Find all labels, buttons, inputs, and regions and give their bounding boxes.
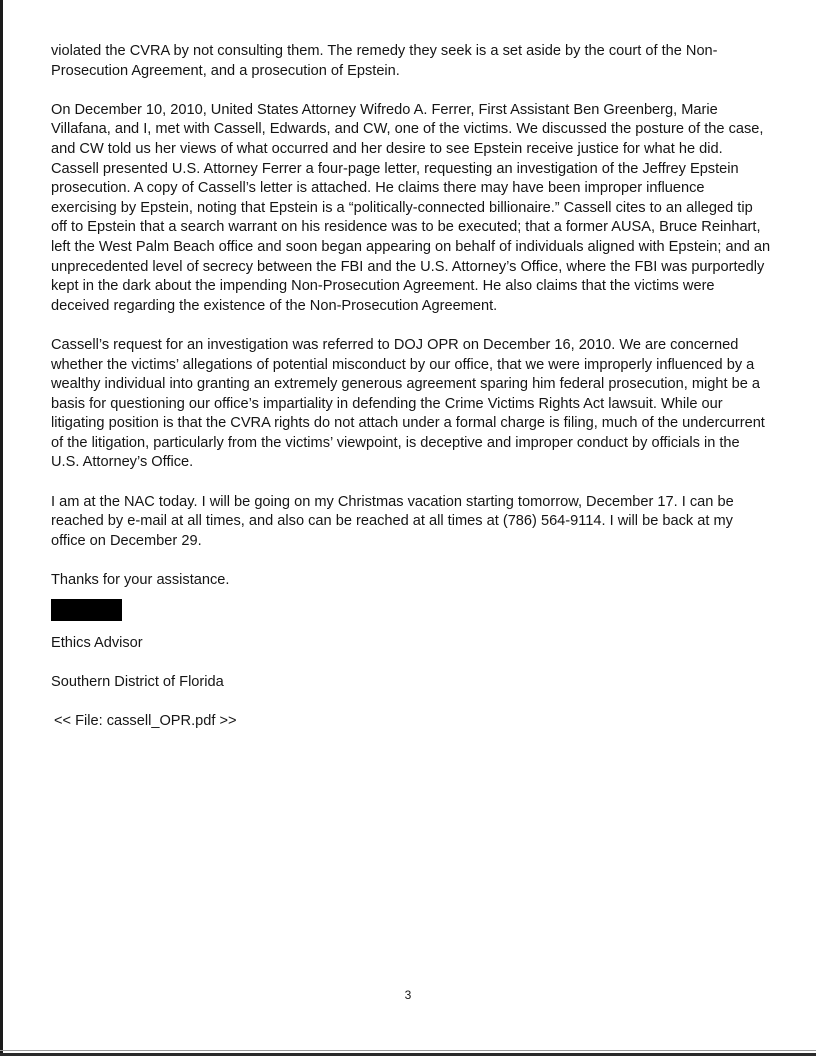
paragraph-opr-referral: Cassell’s request for an investigation was referred to DOJ OPR on December 16, 2010. We are concerned whether the victims’ allegations of potential misconduct by our office, that we were improperly influenced by a wealthy individual into granting an extremely generous agreement sparing him federal prosecution, might be a basis for questioning our office’s impartiality in defending the Crime Victims Rights Act lawsuit. While our litigating position is that the CVRA rights do not attach under a formal charge is filing, much of the undercurrent of the litigation, particularly from the victims’ viewpoint, is deceptive and improper conduct by officials in the U.S. Attorney’s Office. [51, 336, 765, 471]
page-number: 3 [404, 988, 412, 1002]
closing-line: Thanks for your assistance. [51, 572, 230, 589]
redacted-signature-name [51, 599, 122, 621]
paragraph-availability: I am at the NAC today. I will be going on my Christmas vacation starting tomorrow, December 17. I can be reached by e-mail at all times, and also can be reached at all times at (786) 564-9114. I will be back at my office on December 29. [51, 493, 734, 549]
letter-body [51, 42, 771, 732]
signature-title: Ethics Advisor [51, 634, 143, 651]
scan-edge-bottom-light [0, 1050, 816, 1051]
paragraph-meeting: On December 10, 2010, United States Attorney Wifredo A. Ferrer, First Assistant Ben Greenberg, Marie Villafana, and I, met with Cassell, Edwards, and CW, one of the victims. We discussed the posture of the case, and CW told us her views of what occurred and her desire to see Epstein receive justice for what he did. Cassell presented U.S. Attorney Ferrer a four-page letter, requesting an investigation of the Jeffrey Epstein prosecution. A copy of Cassell’s letter is attached. He claims there may have been improper influence exercising by Epstein, noting that Epstein is a “politically-connected billionaire.” Cassell cites to an alleged tip off to Epstein that a search warrant on his residence was to be executed; that a former AUSA, Bruce Reinhart, left the West Palm Beach office and soon began appearing on behalf of individuals aligned with Epstein; and an unprecedented level of secrecy between the FBI and the U.S. Attorney’s Office, where the FBI was purportedly kept in the dark about the impending Non-Prosecution Agreement. He also claims that the victims were deceived regarding the existence of the Non-Prosecution Agreement. [51, 101, 771, 314]
signature-office: Southern District of Florida [51, 673, 224, 690]
attachment-reference[interactable]: << File: cassell_OPR.pdf >> [54, 713, 237, 729]
paragraph-cvra-remedy: violated the CVRA by not consulting them. The remedy they seek is a set aside by the court of the Non-Prosecution Agreement, and a prosecution of Epstein. [51, 43, 718, 79]
scan-edge-left [0, 0, 3, 1056]
